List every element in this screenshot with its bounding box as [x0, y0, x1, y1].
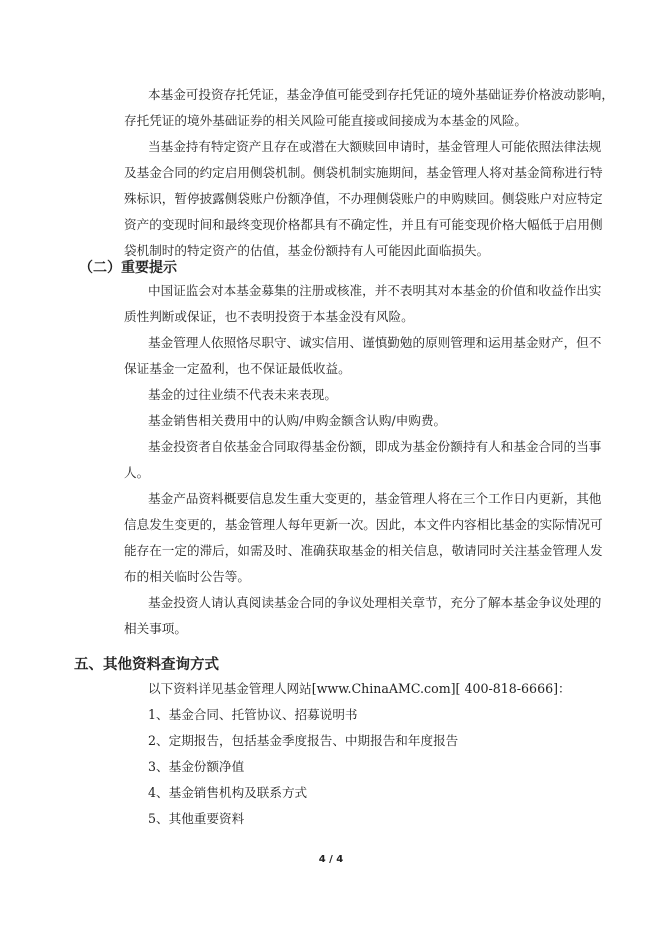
paragraph-line: 基金销售相关费用中的认购/申购金额含认购/申购费。 [148, 413, 447, 428]
document-body [74, 82, 614, 832]
list-item: 5、其他重要资料 [148, 811, 245, 826]
section-heading-other-info: 五、其他资料查询方式 [74, 657, 219, 673]
paragraph-line: 当基金持有特定资产且存在或潜在大额赎回申请时，基金管理人可能依照法律法规 [148, 139, 602, 154]
paragraph-line: 人。 [124, 465, 150, 480]
paragraph-line: 保证基金一定盈利，也不保证最低收益。 [124, 361, 351, 376]
other-info-list [124, 702, 564, 832]
risk-section [124, 82, 614, 264]
paragraph-line: 袋机制时的特定资产的估值，基金份额持有人可能因此面临损失。 [124, 243, 490, 258]
paragraph-line: 能存在一定的滞后，如需及时、准确获取基金的相关信息，敬请同时关注基金管理人发 [124, 543, 603, 558]
paragraph-line: 基金管理人依照恪尽职守、诚实信用、谨慎勤勉的原则管理和运用基金财产，但不 [148, 335, 602, 350]
paragraph-line: 基金投资者自依基金合同取得基金份额，即成为基金份额持有人和基金合同的当事 [148, 439, 602, 454]
list-item: 1、基金合同、托管协议、招募说明书 [148, 707, 358, 722]
list-item: 2、定期报告，包括基金季度报告、中期报告和年度报告 [148, 733, 459, 748]
paragraph-line: 相关事项。 [124, 621, 187, 636]
paragraph-line: 殊标识，暂停披露侧袋账户份额净值，不办理侧袋账户的申购赎回。侧袋账户对应特定 [124, 191, 603, 206]
other-info-intro: 以下资料详见基金管理人网站[www.ChinaAMC.com][ 400-818-6666]： [148, 681, 571, 696]
paragraph-line: 信息发生变更的，基金管理人每年更新一次。因此，本文件内容相比基金的实际情况可 [124, 517, 603, 532]
paragraph-line: 基金投资人请认真阅读基金合同的争议处理相关章节，充分了解本基金争议处理的 [148, 595, 602, 610]
page-number: 4 / 4 [318, 854, 344, 865]
paragraph-line: 资产的变现时间和最终变现价格都具有不确定性，并且有可能变现价格大幅低于启用侧 [124, 217, 603, 232]
paragraph-line: 基金的过往业绩不代表未来表现。 [148, 387, 337, 402]
list-item: 3、基金份额净值 [148, 759, 245, 774]
paragraph-line: 布的相关临时公告等。 [124, 569, 250, 584]
important-notice-section [124, 278, 603, 642]
paragraph-line: 及基金合同的约定启用侧袋机制。侧袋机制实施期间，基金管理人将对基金简称进行特 [124, 165, 603, 180]
paragraph-line: 本基金可投资存托凭证，基金净值可能受到存托凭证的境外基础证券价格波动影响， [148, 87, 614, 102]
paragraph-line: 质性判断或保证，也不表明投资于本基金没有风险。 [124, 309, 414, 324]
section-heading-important-notice: （二）重要提示 [79, 260, 177, 276]
paragraph-line: 存托凭证的境外基础证券的相关风险可能直接或间接成为本基金的风险。 [124, 113, 527, 128]
list-item: 4、基金销售机构及联系方式 [148, 785, 308, 800]
paragraph-line: 基金产品资料概要信息发生重大变更的，基金管理人将在三个工作日内更新，其他 [148, 491, 602, 506]
paragraph-line: 中国证监会对本基金募集的注册或核准，并不表明其对本基金的价值和收益作出实 [148, 283, 602, 298]
